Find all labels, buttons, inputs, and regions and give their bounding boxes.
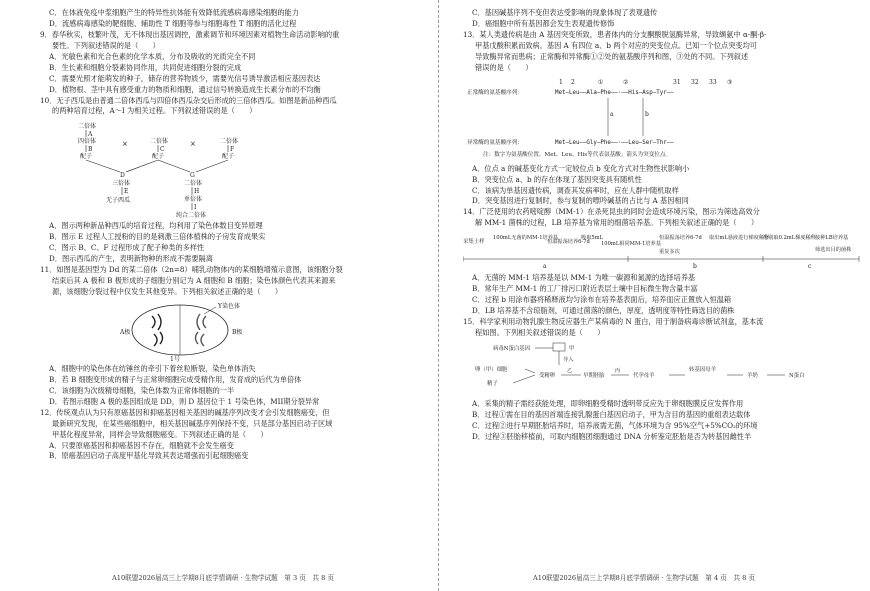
q10-label-d: D [120, 172, 125, 180]
q15-option-a: A．采集的精子需经获能处理，即卵细胞受精时透明带反应先于卵细胞膜反应发挥作用 [472, 398, 744, 408]
q9-stem-1: 9．春华秋实，枝繁叶茂，无不体现出基因调控，激素调节和环境因素对植物生命活动影响的重 [40, 29, 340, 39]
q10-figure [40, 119, 438, 219]
q13-abnormal-label: 异常酶的氨基酸序列： [467, 139, 523, 146]
q15-figure [463, 341, 861, 397]
q14-figure [463, 231, 861, 271]
q15-marker-yi: 乙 [567, 367, 573, 374]
q10-label-f: F [230, 146, 235, 154]
q10-option-b: B．图示 E 过程人工授粉的目的是刺激三倍体植株的子房发育成果实 [49, 232, 266, 242]
q10-label-b: B [88, 146, 93, 154]
chromosomes-b [196, 314, 207, 346]
q15-embryo: 早期胚胎 [583, 372, 605, 379]
q15-sperm: 精子 [487, 380, 498, 387]
q14-step-4: 吸取5mL [581, 235, 604, 242]
q14-step-8: 取出mL悬液进行梯度稀释 [709, 235, 770, 242]
q13-stem-1: 13．某人类遗传病是由 A 基因突变所致，患者体内的分支酮酸脱氢酶异常，导致缬氨中 α-酮-β- [463, 29, 767, 39]
q9-option-a: A．光敏色素和光合色素的化学本质、分布及吸收的光质完全不同 [49, 51, 256, 61]
q13-pos-31: 31 [673, 78, 681, 86]
q14-step-9: 分别取0.2mL梯度稀释 [763, 235, 816, 242]
q9-option-c: C．需要光照才能萌发的种子，储存的营养物质少，需要光信号诱导激活相应基因表达 [49, 73, 321, 83]
q14-option-b: B．常年生产 MM-1 的工厂排污口附近表层土壤中目标微生物含量丰富 [472, 284, 698, 294]
q10-diploid-right: 二倍体 [220, 138, 239, 146]
chromosomes-a [152, 314, 163, 346]
q12-stem-2: 最新研究发现，在某些癌细胞中，相关基因碱基序列保持不变，只是部分基因启动子区域 [52, 418, 333, 428]
q11-y-chrom: Y染色体 [218, 302, 240, 310]
q12-stem-3: 甲基化程度异常，同样会导致细胞癌变。下列叙述正确的是（ ） [52, 429, 268, 439]
q15-transgenic: 转基因母羊 [689, 366, 716, 373]
q14-step-3: 恒温振荡培养6-7d [547, 239, 590, 246]
q10-option-c: C．图示 B、C、F 过程形成了配子种类的多样性 [49, 243, 205, 253]
cell-division-diagram [40, 300, 300, 362]
q14-option-a: A．无菌的 MM-1 培养基是以 MM-1 为唯一碳源和氮源的选择培养基 [472, 273, 696, 283]
q15-option-c: C．过程②进行早期胚胎培养时，培养液需无菌，气体环境为含 95%空气+5%CO₂的环境 [472, 420, 758, 430]
q12-option-d: D．癌细胞中所有基因都会发生表观遗传修饰 [472, 18, 615, 28]
q13-pos-c3: ③ [727, 78, 733, 86]
q13-stem-2: 甲基戊酸积累而致病。基因 A 有四位 a、b 两个对应的突变位点。已知一个位点突变均可 [475, 40, 757, 50]
q14-mark-b: b [693, 263, 697, 271]
q10-pure-diploid: 纯合二倍体 [176, 212, 207, 220]
q10-label-h: H [194, 188, 200, 196]
q15-stem-2: 程如图。下列相关叙述错误的是（ ） [475, 327, 605, 337]
q10-option-a: A．图示两种新品种西瓜的培育过程，均利用了染色体数目变异原理 [49, 221, 263, 231]
q14-option-c: C．过程 b 用涂布器将稀释液均匀涂布在培养基表面后，培养皿应正置放入恒温箱 [472, 295, 732, 305]
q15-marker-bing: 丙 [615, 367, 621, 374]
q15-gene: 病毒N蛋白基因 [493, 345, 531, 352]
q10-label-g: G [190, 172, 195, 180]
q13-pos-c2: ② [623, 78, 629, 86]
q14-mark-a: a [543, 263, 547, 271]
q9-option-b: B．生长素和细胞分裂素协同作用，共同促进细胞分裂的完成 [49, 62, 242, 72]
q14-step-7: 重复多次 [659, 249, 680, 256]
q10-gamete-2: 配子 [152, 153, 165, 161]
q15-marker-jia: 甲 [569, 345, 575, 352]
q15-import: 导入 [563, 356, 574, 363]
q10-tetraploid: 四倍体 [78, 138, 97, 146]
footer-right: A10联盟2026届高三上学期8月底学情调研 · 生物学试题 第 4 页 共 8 页 [533, 573, 756, 582]
q12-option-c: C．基因碱基序列不变但表达受影响的现象体现了表观遗传 [472, 8, 658, 17]
q10-option-d: D．图示西瓜的产生，表明新物种的形成不需要隔离 [49, 254, 213, 264]
q10-haploid: 单倍体 [184, 196, 203, 204]
q11-figure [40, 300, 438, 362]
q15-milk: 羊奶 [747, 372, 758, 379]
q13-mark-a: a [610, 110, 614, 118]
q15-egg: 卵（甲）细胞 [475, 366, 508, 373]
q13-option-c: C．该病为单基因遗传病，调查其发病率时，应在人群中随机取样 [472, 185, 679, 195]
q12-stem-1: 12．传统观点认为只有原癌基因和抑癌基因相关基因的碱基序列改变才会引发细胞癌变，但 [40, 407, 330, 417]
q9-option-d: D．植物根、茎中具有感受重力的物质和细胞，通过信号转换造成生长素分布的不均衡 [49, 84, 321, 94]
q14-step-2: 100mL无菌的MM-1培养基 [493, 235, 559, 242]
q14-step-6: 恒温振荡培养6-7d [659, 235, 702, 242]
q11-option-a: A．细胞中的染色体在纺锤丝的牵引下着丝粒断裂，染色单体消失 [49, 363, 256, 373]
q14-stem-1: 14．广泛使用的农药嘧啶醇（MM-1）在杀死昆虫的同时会造成环境污染，图示为筛选高效分 [463, 207, 760, 217]
q13-note: 注：数字为氨基酸位置，Met、Leu、His等代表氨基酸；箭头为突变位点。 [483, 151, 672, 158]
q10-stem-2: 的两种培育过程，A～I 为相关过程。下列叙述错误的是（ ） [52, 106, 257, 116]
q13-option-a: A．位点 a 的碱基变化方式一定较位点 b 变化方式对生物性状影响小 [472, 163, 690, 173]
q10-cross-1: × [122, 140, 128, 149]
q15-option-b: B．过程①需在目的基因首端连接乳腺蛋白基因启动子，甲为含目的基因的重组表达载体 [472, 409, 751, 419]
q14-step-10: 接种LB培养基 [815, 235, 849, 242]
q14-step-1: 采集土样 [463, 239, 485, 246]
q10-gamete-3: 配子 [222, 153, 235, 161]
q10-seedless: 无子西瓜 [106, 197, 131, 205]
footer-left: A10联盟2026届高三上学期8月底学情调研 · 生物学试题 第 3 页 共 8 页 [112, 573, 335, 582]
q9-stem-2: 要性。下列叙述错误的是（ ） [52, 40, 160, 50]
q11-stem-2: 结束后其 A 极和 B 极形成的子细胞分别记为 A 细胞和 B 细胞；染色体颜色代表其来源来 [52, 276, 336, 286]
q15-option-d: D．过程③胚胎移植前，可取内细胞团细胞通过 DNA 分析鉴定胚胎是否为转基因雌性羊 [472, 431, 752, 441]
q13-stem-3: 导致酶异常而患病；正常酶和异常酶①②处的氨基酸序列和图，③处的不同。下列叙述 [475, 51, 749, 61]
q11-chrom-1: 1号 [170, 355, 180, 362]
q11-pole-a: A极 [120, 328, 131, 336]
q13-mark-b: b [645, 110, 649, 118]
q13-abnormal-seq: Met—Leu——Gly—Phe——·——Leu—Ser—Thr—— [555, 139, 674, 146]
q10-label-i: I [194, 204, 197, 212]
left-page [40, 8, 438, 462]
q15-zygote: 受精卵 [539, 372, 556, 379]
q11-pole-b: B极 [232, 328, 243, 336]
right-page [463, 8, 861, 443]
q10-diploid-top: 二倍体 [78, 123, 97, 131]
q13-pos-32: 32 [691, 78, 699, 86]
watermelon-breeding-diagram [40, 119, 300, 219]
mm1-screening-flow [463, 231, 861, 271]
q15-product: N蛋白 [789, 372, 805, 379]
q11-stem-1: 11．如图是基因型为 Dd 的某二倍体（2n=8）哺乳动物体内的某细胞增殖示意图，该细胞分裂 [40, 265, 343, 275]
q13-normal-seq: Met—Leu——Ala—Phe——·——His—Asp—Tyr—— [555, 89, 674, 96]
q11-stem-3: 源，该细胞分裂过程中仅发生其他变异。下列相关叙述正确的是（ ） [52, 287, 283, 296]
q10-label-a: A [88, 131, 93, 139]
q14-step-11: 筛选出目的菌株 [815, 247, 852, 254]
n-protein-production-flow [463, 341, 861, 397]
q13-normal-label: 正常酶的氨基酸序列： [467, 89, 523, 96]
page-divider [438, 0, 439, 591]
q13-pos-33: 33 [709, 78, 717, 86]
q14-mark-c: c [808, 263, 812, 271]
q7-option-d: D．流感病毒感染的靶细胞、辅助性 T 细胞等参与细胞毒性 T 细胞的活化过程 [49, 18, 297, 28]
q14-stem-2: 解 MM-1 菌株的过程，LB 培养基为常用的细菌培养基。下列相关叙述正确的是（ ） [475, 218, 759, 228]
q13-figure [463, 76, 861, 162]
q11-option-b: B．若 B 细胞变形成的精子与正常卵细胞完成受精作用，发育成的后代为单倍体 [49, 374, 302, 384]
q7-option-c: C．在体液免疫中浆细胞产生的特异性抗体能有效降低流感病毒感染细胞的能力 [49, 8, 299, 17]
q15-surrogate: 代孕母羊 [633, 372, 655, 379]
q11-option-c: C．该细胞为次级精母细胞，染色体数为正常体细胞的一半 [49, 385, 235, 395]
q10-triploid: 三倍体 [112, 180, 131, 188]
amino-acid-sequence-diagram [463, 76, 861, 162]
q12-option-b: B．原癌基因启动子高度甲基化导致其表达增强而引起细胞癌变 [49, 451, 249, 461]
q13-option-d: D．突变基因进行复制时，参与复制的嘌呤碱基的占比与 A 基因相同 [472, 196, 689, 206]
q13-option-b: B．突变位点 a、b 的存在体现了基因突变具有随机性 [472, 174, 642, 184]
q10-diploid-mid: 二倍体 [150, 138, 169, 146]
q11-option-d: D．若图示细胞 A 极的基因组成是 DD，则 D 基因位于 1 号染色体，MII期分裂异常 [49, 396, 320, 406]
q10-label-e: E [124, 188, 129, 196]
q10-label-c: C [160, 146, 165, 154]
q10-stem-1: 10．无子西瓜是由普通二倍体西瓜与四倍体西瓜杂交后形成的三倍体西瓜。如图是新品种西瓜 [40, 95, 337, 105]
q14-option-d: D．LB 培养基不含琼脂剂，可通过菌落的颜色，厚度，透明度等特性筛选目的菌株 [472, 306, 735, 316]
q12-option-a: A．只要原癌基因和抑癌基因不存在，细胞就不会发生癌变 [49, 440, 234, 450]
q13-pos-1: 1 [559, 78, 563, 86]
q15-stem-1: 15．科学家利用动物乳腺生物反应器生产某病毒的 N 蛋白，用于制备病毒诊断试剂盒，基本流 [463, 317, 764, 326]
q13-pos-c1: ① [598, 78, 604, 86]
q14-step-5: 100mL相同MM-1培养基 [601, 241, 661, 248]
q13-stem-4: 错误的是（ ） [475, 62, 533, 72]
q10-cross-2: × [190, 140, 196, 149]
q10-gamete-1: 配子 [80, 153, 93, 161]
q10-diploid-g: 二倍体 [184, 180, 203, 188]
q13-pos-2: 2 [571, 78, 575, 86]
